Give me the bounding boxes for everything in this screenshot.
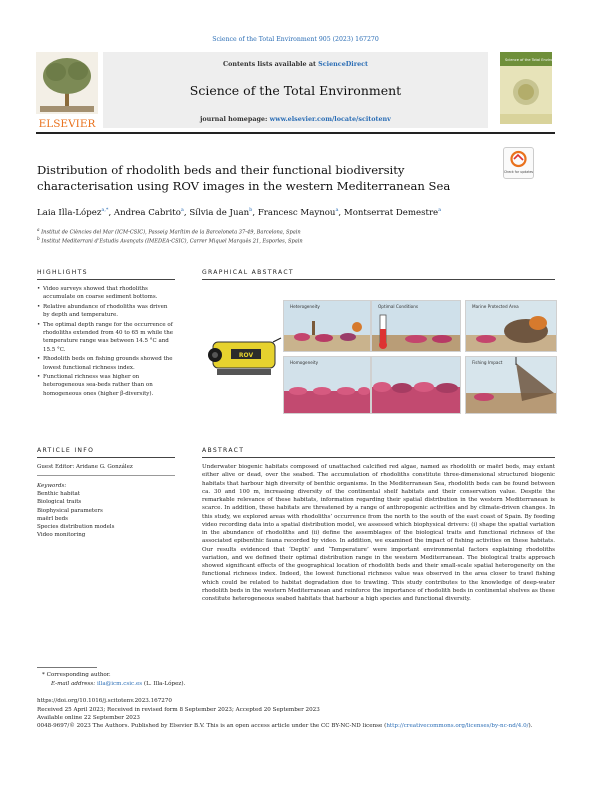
ga-panel-heterogeneity <box>283 300 371 352</box>
ga-panel-marine-protected-area <box>465 300 557 352</box>
author: Laia Illa-López$^{a,*}$ <box>37 207 109 218</box>
highlight-item: • The optimal depth range for the occurrence of rhodoliths extended from 40 to 65 m while the temperature range was between 14.5 °C and 15.5 °C. <box>37 321 175 355</box>
affiliation <box>37 228 557 236</box>
highlight-item: • Video surveys showed that rhodoliths accumulate on coarse sediment bottoms. <box>37 285 175 302</box>
footnote-rule <box>37 667 97 668</box>
ga-panel-label: Optimal Conditions <box>378 304 419 309</box>
corresponding-author-note <box>42 671 111 679</box>
keywords-label: Keywords: <box>37 483 67 489</box>
ga-panel-label: Fishing Impact <box>472 360 503 365</box>
email-label: E-mail address: <box>51 681 97 687</box>
elsevier-wordmark: ELSEVIER <box>38 118 96 130</box>
article-info-heading: ARTICLE INFO <box>37 447 95 454</box>
author: Montserrat Demestre$^a$ <box>343 207 442 218</box>
highlight-item: • Functional richness was higher on heterogeneous sea-beds rather than on homogeneous ones (higher β-diversity). <box>37 373 175 398</box>
homepage-line <box>103 115 488 123</box>
graphical-abstract-figure <box>203 300 555 418</box>
author-affiliation-marker[interactable]: b <box>249 207 253 213</box>
article-info-subrule <box>37 475 175 476</box>
ga-panel-label: Homogeneity <box>290 360 319 365</box>
homepage-link[interactable]: www.elsevier.com/locate/scitotenv <box>269 115 391 123</box>
highlights-rule <box>37 279 175 280</box>
graphical-abstract-rule <box>202 279 555 280</box>
journal-name: Science of the Total Environment <box>189 83 402 98</box>
available-online: Available online 22 September 2023 <box>37 715 140 721</box>
author: Andrea Cabrito$^a$ <box>113 207 184 218</box>
cover-title: Science of the Total Environment <box>505 58 565 62</box>
license-link[interactable]: http://creativecommons.org/licenses/by-nc-nd/4.0/ <box>386 723 529 729</box>
keyword: maërl beds <box>37 515 69 522</box>
ga-panel-rhodolith-bed <box>371 356 461 414</box>
corresponding-marker: * <box>42 672 45 678</box>
check-for-updates-badge[interactable] <box>503 147 534 179</box>
author: Sílvia de Juan$^b$ <box>189 207 253 218</box>
article-info-rule <box>37 457 175 458</box>
affiliation-text: Institut Mediterrani d’Estudis Avançats (IMEDEA-CSIC), Carrer Miquel Marquès 21, Esporles, Spain <box>41 238 303 245</box>
ga-panel-label: Marine Protected Area <box>472 304 519 309</box>
article-title <box>37 162 487 194</box>
homepage-prefix: journal homepage: <box>200 115 270 123</box>
copyright-text: 0048-9697/© 2023 The Authors. Published by Elsevier B.V. This is an open access article under the CC BY-NC-ND license ( <box>37 723 387 729</box>
abstract-text: Underwater biogenic habitats composed of unattached calcified red algae, named as rhodolith or maërl beds, may extant either alive or dead, over the seabed. The accumulation of rhodoliths constitute three-dimensional structured biogenic habitats that harbour high diversity of benthic organisms. In the Mediterranean Sea, rhodolith beds can be found between ca. 30 and 100 m, increasing diversity of the continental shelf habitats and their conservation value. Despite the remarkable relevance of these habitats, information regarding their spatial distribution in the western Mediterranean is scarce. In addition, these habitats are threatened by a range of anthropogenic activities and by climate-driven changes. In this study, we explored areas with rhodoliths’ occurrence from the north to the south of the east coast of Spain. By feeding video recording data into a spatial distribution model, we assessed which biophysical drivers: (i) shape the spatial variation in the abundance of rhodoliths and (ii) define the assemblages of the biological traits and functional richness of the associated epibenthic fauna recorded by video. In addition, we examined the impact of fishing activities on these habitats. Our results evidenced that ‘Depth’ and ‘Temperature’ were important environmental factors explaining rhodoliths variation, and we defined their optimal distribution range in the western Mediterranean. The biological traits approach showed significant effects of the geographical location of rhodolith beds and their small-scale spatial heterogeneity on the functional richness index. Indeed, the lowest functional richness value was observed in the area closer to trawl fishing which could be related to habitat degradation due to trawling. This study contributes to the knowledge of deep-water rhodolith beds in the western Mediterranean and reinforce the importance of rhodolith beds in continental shelves as these constitute heterogeneous seabed habitats that harbour a high species and functional diversity. <box>202 464 555 602</box>
email-link[interactable]: illa@icm.csic.es <box>96 681 143 687</box>
keyword: Biological traits <box>37 499 82 506</box>
ga-panel-optimal-conditions <box>371 300 461 352</box>
author-affiliation-marker[interactable]: a <box>335 207 339 213</box>
affiliation <box>37 237 557 245</box>
journal-reference[interactable]: Science of the Total Environment 905 (2023) 167270 <box>212 36 379 43</box>
author-affiliation-marker[interactable]: a <box>438 207 442 213</box>
copyright-notice <box>37 722 557 730</box>
contents-prefix: Contents lists available at <box>222 60 319 68</box>
author: Francesc Maynou$^a$ <box>257 207 339 218</box>
author-affiliation-marker[interactable]: a,* <box>101 207 109 213</box>
affiliation-marker: b <box>37 237 40 242</box>
highlights-heading: HIGHLIGHTS <box>37 269 88 276</box>
rov-label: ROV <box>238 352 254 359</box>
copyright-suffix: ). <box>528 723 533 729</box>
highlight-item: • Rhodolith beds on fishing grounds showed the lowest functional richness index. <box>37 355 175 372</box>
title-line-2: characterisation using ROV images in the western Mediterranean Sea <box>37 179 451 193</box>
keyword: Biophysical parameters <box>37 507 103 514</box>
title-line-1: Distribution of rhodolith beds and their functional biodiversity <box>37 163 405 177</box>
highlights-list <box>37 285 175 399</box>
affiliation-text: Institut de Ciències del Mar (ICM-CSIC), Passeig Marítim de la Barceloneta 37-49, Barcelona, Spain <box>41 229 301 236</box>
received-dates: Received 25 April 2023; Received in revised form 8 September 2023; Accepted 20 September 2023 <box>37 707 320 713</box>
rov-illustration <box>203 336 281 380</box>
ga-panel-fishing-impact <box>465 356 557 414</box>
doi-link[interactable]: https://doi.org/10.1016/j.scitotenv.2023.167270 <box>37 698 172 704</box>
highlight-item: • Relative abundance of rhodoliths was driven by depth and temperature. <box>37 303 175 320</box>
journal-cover-thumbnail <box>500 52 565 124</box>
affiliation-marker: a <box>37 228 40 233</box>
ga-panel-homogeneity <box>283 356 371 414</box>
contents-line <box>103 60 488 68</box>
ga-panel-label: Heterogeneity <box>290 304 320 309</box>
keywords-block <box>37 482 175 539</box>
abstract-heading: ABSTRACT <box>202 447 245 454</box>
abstract-rule <box>202 457 555 458</box>
guest-editor: Guest Editor: Aridane G. González <box>37 464 133 470</box>
sciencedirect-link[interactable]: ScienceDirect <box>318 60 369 68</box>
graphical-abstract-heading: GRAPHICAL ABSTRACT <box>202 269 294 276</box>
author-list: Laia Illa-López$^{a,*}$, Andrea Cabrito$^a$, Sílvia de Juan$^b$, Francesc Maynou$^a$, Montserrat Demestre$^a$ <box>37 207 442 218</box>
email-line <box>51 680 185 688</box>
keyword: Benthic habitat <box>37 491 80 498</box>
header-rule <box>36 132 555 134</box>
email-suffix: (L. Illa-López). <box>142 681 186 687</box>
keyword: Video monitoring <box>37 532 86 539</box>
corresponding-label: Corresponding author. <box>46 672 111 678</box>
badge-label: Check for updates <box>503 170 534 174</box>
elsevier-logo <box>36 52 98 130</box>
keyword: Species distribution models <box>37 524 115 531</box>
author-affiliation-marker[interactable]: a <box>180 207 184 213</box>
